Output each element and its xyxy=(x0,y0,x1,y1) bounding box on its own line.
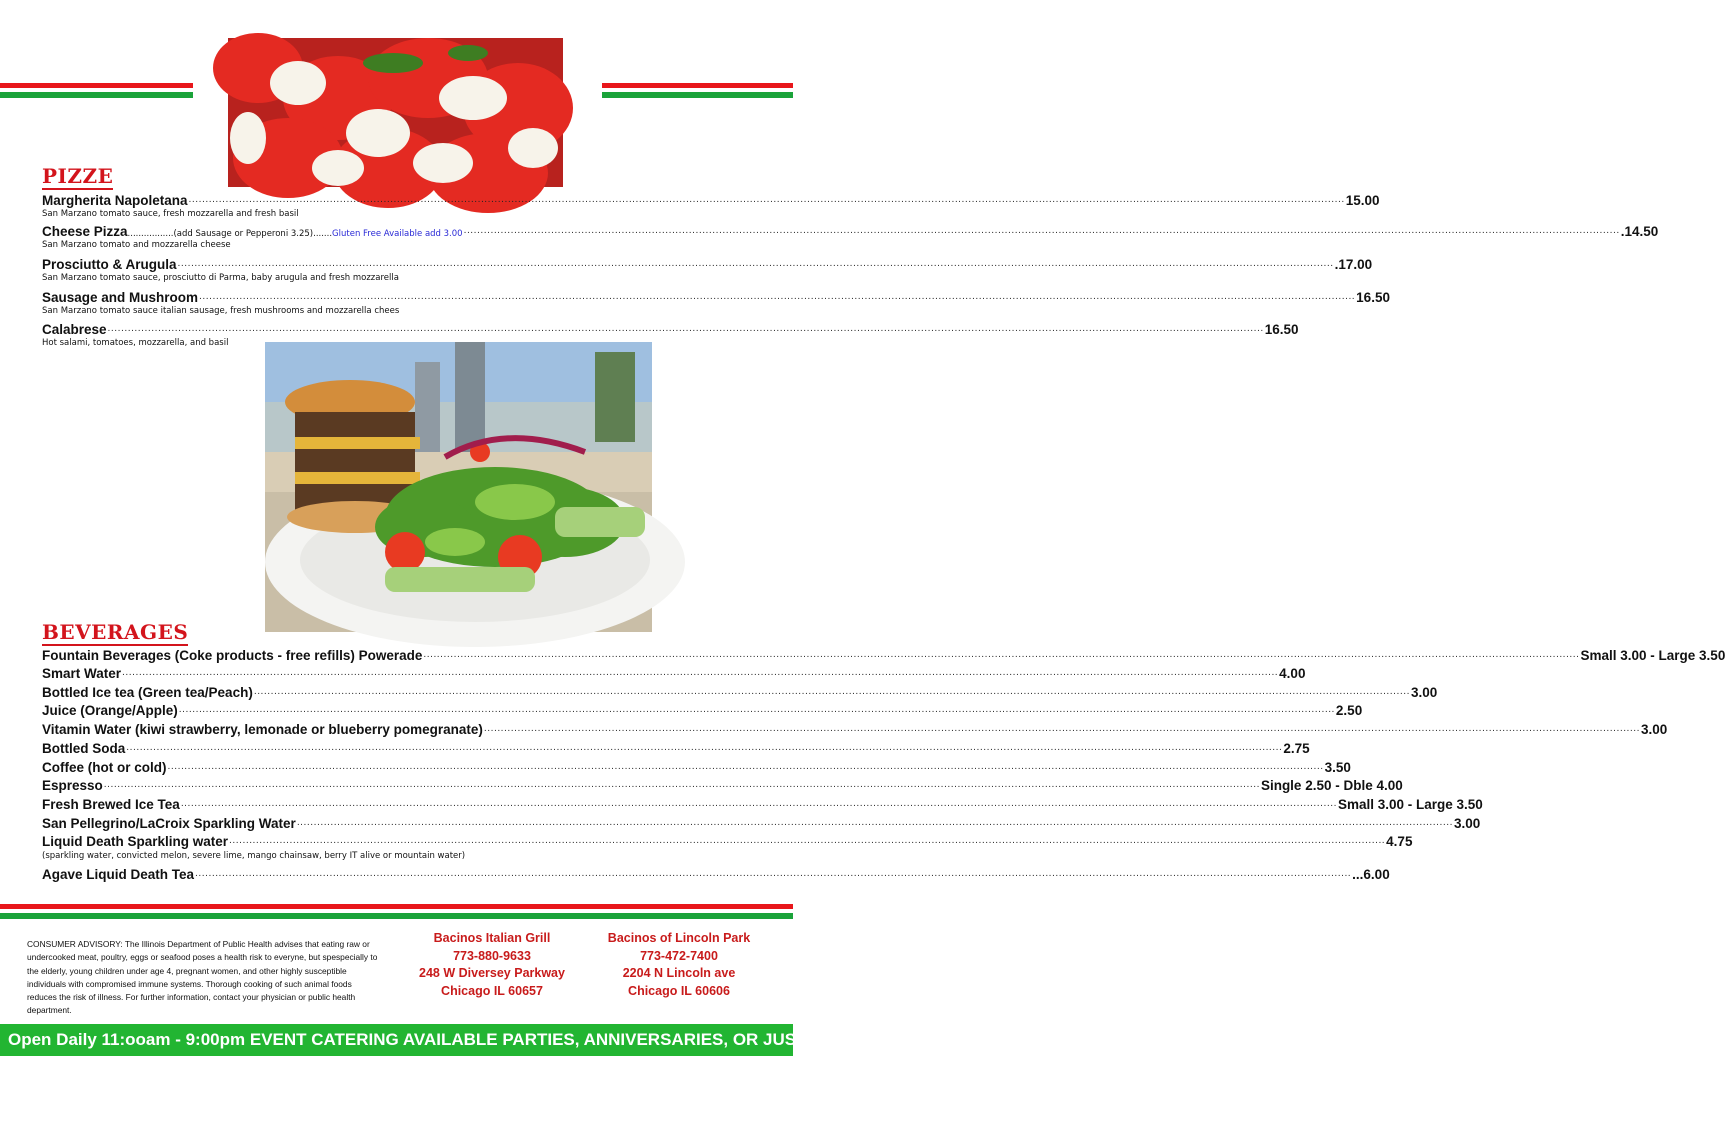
leader-dots xyxy=(122,668,1278,678)
location-city: Chicago IL 60606 xyxy=(628,983,730,998)
item-price: 4.00 xyxy=(1279,666,1306,681)
menu-item xyxy=(42,831,1413,849)
item-price: Small 3.00 - Large 3.50 xyxy=(1580,648,1725,663)
item-name: Juice (Orange/Apple) xyxy=(42,703,178,718)
location-street: 2204 N Lincoln ave xyxy=(622,966,736,980)
item-price: .14.50 xyxy=(1620,224,1659,239)
location-block xyxy=(407,930,577,1000)
menu-item xyxy=(42,645,1725,663)
item-note: .................(add Sausage or Pepperoni 3.25)....... xyxy=(127,229,333,239)
leader-dots xyxy=(464,226,1620,236)
top-left-stripe xyxy=(0,83,193,98)
item-description: San Marzano tomato sauce italian sausage, fresh mushrooms and mozzarella chees xyxy=(42,306,400,316)
leader-dots xyxy=(126,743,1282,753)
item-price: Small 3.00 - Large 3.50 xyxy=(1337,797,1483,812)
bottom-stripe xyxy=(0,904,793,919)
location-phone: 773-880-9633 xyxy=(453,948,531,963)
leader-dots xyxy=(199,292,1355,302)
item-price: 2.50 xyxy=(1335,703,1363,718)
item-price: 3.00 xyxy=(1410,685,1438,700)
pizze-title: PIZZE xyxy=(42,164,114,188)
item-name: Margherita Napoletana xyxy=(42,193,188,208)
menu-item xyxy=(42,221,1659,239)
item-price: Single 2.50 - Dble 4.00 xyxy=(1260,778,1403,793)
menu-item xyxy=(42,794,1483,812)
item-price: .17.00 xyxy=(1334,257,1373,272)
item-name: San Pellegrino/LaCroix Sparkling Water xyxy=(42,816,296,831)
leader-dots xyxy=(189,195,1345,205)
top-right-stripe xyxy=(602,83,793,98)
menu-item xyxy=(42,319,1299,337)
hours-banner: Open Daily 11:ooam - 9:00pm EVENT CATERING AVAILABLE PARTIES, ANNIVERSARIES, OR JUST BECAUSE xyxy=(0,1024,793,1056)
item-name: Bottled Soda xyxy=(42,741,126,756)
leader-dots xyxy=(254,687,1410,697)
leader-dots xyxy=(181,799,1337,809)
menu-item xyxy=(42,287,1390,305)
location-block xyxy=(594,930,764,1000)
item-description: San Marzano tomato sauce, fresh mozzarella and fresh basil xyxy=(42,209,299,219)
item-name: Vitamin Water (kiwi strawberry, lemonade or blueberry pomegranate) xyxy=(42,722,483,737)
item-price: 16.50 xyxy=(1264,322,1299,337)
menu-item xyxy=(42,813,1481,831)
item-price: 15.00 xyxy=(1345,193,1380,208)
menu-item xyxy=(42,682,1438,700)
item-price: 3.00 xyxy=(1453,816,1481,831)
gluten-free-note: Gluten Free Available add 3.00 xyxy=(332,229,463,239)
item-price: 16.50 xyxy=(1356,290,1390,305)
leader-dots xyxy=(195,869,1351,879)
leader-dots xyxy=(168,762,1324,772)
leader-dots xyxy=(179,705,1335,715)
menu-item xyxy=(42,663,1306,681)
burger-salad-photo xyxy=(265,342,652,632)
item-name: Smart Water xyxy=(42,666,122,681)
item-name: Prosciutto & Arugula xyxy=(42,257,177,272)
menu-item xyxy=(42,254,1373,272)
leader-dots xyxy=(108,324,1264,334)
leader-dots xyxy=(297,818,1453,828)
leader-dots xyxy=(178,259,1334,269)
item-name: Bottled Ice tea (Green tea/Peach) xyxy=(42,685,253,700)
location-street: 248 W Diversey Parkway xyxy=(419,966,565,980)
item-price: 4.75 xyxy=(1386,834,1413,849)
leader-dots xyxy=(229,836,1385,846)
menu-item xyxy=(42,775,1403,793)
location-phone: 773-472-7400 xyxy=(640,948,718,963)
location-city: Chicago IL 60657 xyxy=(441,983,543,998)
consumer-advisory: CONSUMER ADVISORY: The Illinois Department of Public Health advises that eating raw or undercooked meat, poultry, eggs or seafood poses a health risk to everyne, but spespecially to the elderly, young children under age 4, pregnant women, and other highly susceptible individuals with compromised immune systems. Thorough cooking of such animal foods reduces the risk of illness. For further information, contact your physician or public health department. xyxy=(27,939,378,1016)
menu-item xyxy=(42,700,1363,718)
leader-dots xyxy=(104,780,1260,790)
caprese-photo xyxy=(228,38,563,187)
menu-item xyxy=(42,738,1310,756)
item-name: Sausage and Mushroom xyxy=(42,290,199,305)
menu-item xyxy=(42,190,1380,208)
item-name: Calabrese xyxy=(42,322,107,337)
menu-item xyxy=(42,757,1351,775)
item-name: Agave Liquid Death Tea xyxy=(42,867,195,882)
item-description: San Marzano tomato sauce, prosciutto di Parma, baby arugula and fresh mozzarella xyxy=(42,273,399,283)
item-name: Cheese Pizza xyxy=(42,224,128,239)
location-name: Bacinos Italian Grill xyxy=(433,931,551,945)
leader-dots xyxy=(484,724,1640,734)
item-name: Liquid Death Sparkling water xyxy=(42,834,229,849)
item-description: Hot salami, tomatoes, mozzarella, and basil xyxy=(42,338,229,348)
location-name: Bacinos of Lincoln Park xyxy=(607,931,751,945)
item-description: (sparkling water, convicted melon, severe lime, mango chainsaw, berry IT alive or mountain water) xyxy=(42,851,466,861)
menu-item xyxy=(42,864,1390,882)
beverages-title: BEVERAGES xyxy=(42,620,189,644)
menu-item xyxy=(42,719,1668,737)
item-price: 2.75 xyxy=(1283,741,1310,756)
item-price: ...6.00 xyxy=(1352,867,1390,882)
item-name: Coffee (hot or cold) xyxy=(42,760,167,775)
item-price: 3.00 xyxy=(1641,722,1668,737)
item-name: Fountain Beverages (Coke products - free refills) Powerade xyxy=(42,648,423,663)
item-name: Fresh Brewed Ice Tea xyxy=(42,797,180,812)
item-description: San Marzano tomato and mozzarella cheese xyxy=(42,240,231,250)
item-name: Espresso xyxy=(42,778,103,793)
item-price: 3.50 xyxy=(1324,760,1351,775)
leader-dots xyxy=(423,650,1579,660)
